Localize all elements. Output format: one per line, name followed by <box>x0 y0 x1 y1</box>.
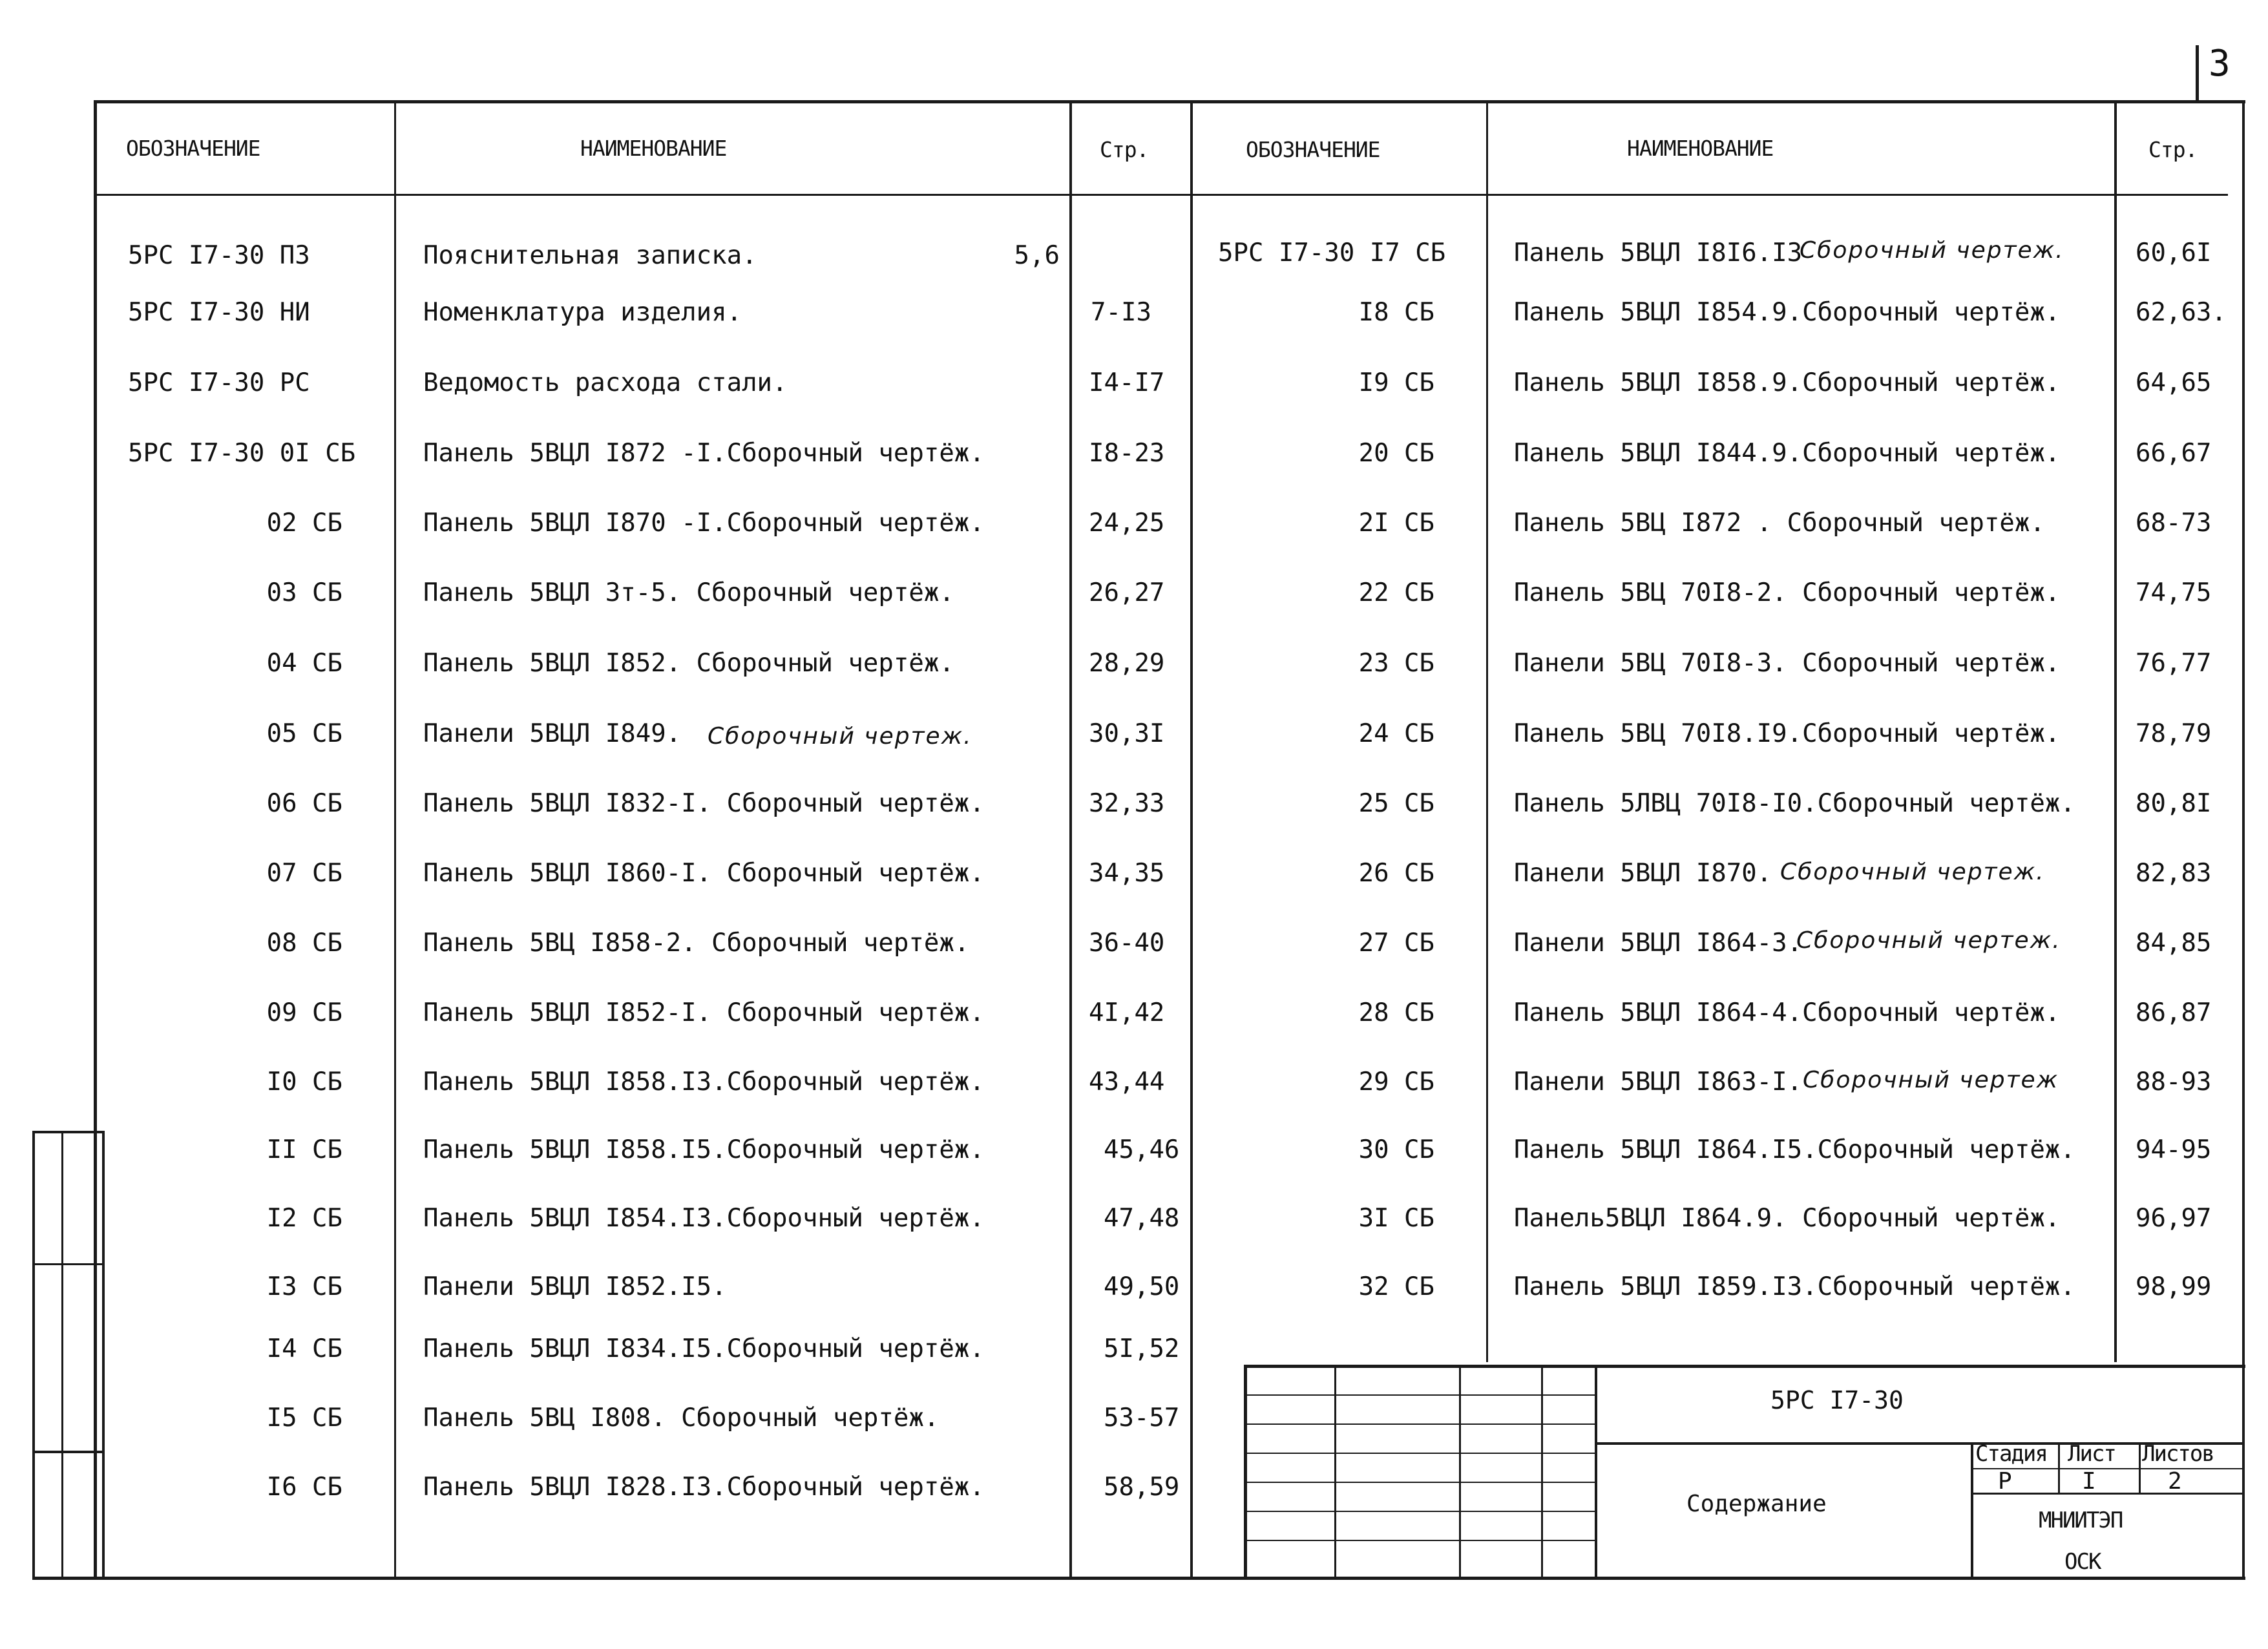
row-page: 47,48 <box>1104 1204 1180 1233</box>
row-code: 24 СБ <box>1358 719 1434 748</box>
header-designation-left: ОБОЗНАЧЕНИЕ <box>126 136 260 161</box>
row-page: 26,27 <box>1089 578 1165 607</box>
row-page: 94-95 <box>2136 1135 2212 1164</box>
row-code: 04 СБ <box>266 649 342 678</box>
row-page: 60,6I <box>2136 238 2212 268</box>
sheet-value: I <box>2082 1468 2096 1495</box>
row-page: 5I,52 <box>1104 1334 1180 1363</box>
row-name: Панель 5ВЦЛ I864.I5.Сборочный чертёж. <box>1514 1135 2075 1164</box>
row-name: Панель 5ВЦ 70I8.I9.Сборочный чертёж. <box>1514 719 2061 748</box>
row-name: Панель 5ВЦЛ I872 -I.Сборочный чертёж. <box>423 439 985 468</box>
row-page: 78,79 <box>2136 719 2212 748</box>
row-name: Панель 5ВЦЛ I8I6.I3 <box>1514 238 1803 268</box>
row-name: Панель 5ВЦЛ I859.I3.Сборочный чертёж. <box>1514 1272 2075 1301</box>
row-code: 5РС I7-30 РС <box>128 368 310 397</box>
row-page: 34,35 <box>1089 859 1165 888</box>
row-code: II СБ <box>266 1135 342 1164</box>
row-name: Панель 5ВЦЛ I858.I5.Сборочный чертёж. <box>423 1135 985 1164</box>
header-name-right: НАИМЕНОВАНИЕ <box>1627 136 1774 161</box>
row-name: Пояснительная записка. <box>423 241 757 270</box>
row-code: 32 СБ <box>1358 1272 1434 1301</box>
row-name-handwritten: Сборочный чертеж. <box>708 723 972 750</box>
row-page: 24,25 <box>1089 509 1165 538</box>
row-code: I6 СБ <box>266 1473 342 1502</box>
row-name: Панель 5ВЦЛ I860-I. Сборочный чертёж. <box>423 859 985 888</box>
row-code: 27 СБ <box>1358 929 1434 958</box>
row-name: Панель 5ВЦЛ I828.I3.Сборочный чертёж. <box>423 1473 985 1502</box>
document-code: 5РС I7-30 <box>1770 1386 1904 1414</box>
row-code: 5РС I7-30 I7 СБ <box>1218 238 1446 268</box>
row-code: 30 СБ <box>1358 1135 1434 1164</box>
row-name: Панель5ВЦЛ I864.9. Сборочный чертёж. <box>1514 1204 2061 1233</box>
page-number: 3 <box>2209 43 2231 85</box>
stage-value: Р <box>1998 1468 2012 1495</box>
row-page: 49,50 <box>1104 1272 1180 1301</box>
row-name: Панель 5ВЦЛ 3т-5. Сборочный чертёж. <box>423 578 954 607</box>
row-name: Панель 5ВЦЛ I852. Сборочный чертёж. <box>423 649 954 678</box>
row-name: Панели 5ВЦЛ I852.I5. <box>423 1272 727 1301</box>
row-name-handwritten: Сборочный чертеж. <box>1796 927 2061 954</box>
row-page: 43,44 <box>1089 1067 1165 1097</box>
row-page: I8-23 <box>1089 439 1165 468</box>
row-code: 23 СБ <box>1358 649 1434 678</box>
row-name: Панель 5ВЦ I872 . Сборочный чертёж. <box>1514 509 2045 538</box>
header-name-left: НАИМЕНОВАНИЕ <box>580 136 727 161</box>
row-name: Панели 5ВЦЛ I864-3. <box>1514 929 1803 958</box>
row-name: Ведомость расхода стали. <box>423 368 788 397</box>
row-code: 03 СБ <box>266 578 342 607</box>
row-page: 32,33 <box>1089 789 1165 818</box>
row-code: 5РС I7-30 0I СБ <box>128 439 356 468</box>
row-name: Панель 5ВЦЛ I864-4.Сборочный чертёж. <box>1514 998 2061 1027</box>
header-page-left: Стр. <box>1100 137 1149 162</box>
sheets-label: Листов <box>2142 1441 2214 1467</box>
row-code: 06 СБ <box>266 789 342 818</box>
row-page: 4I,42 <box>1089 998 1165 1027</box>
sheet-label: Лист <box>2068 1441 2116 1467</box>
row-name: Панель 5ВЦЛ I858.I3.Сборочный чертёж. <box>423 1067 985 1097</box>
row-code: 5РС I7-30 ПЗ <box>128 241 310 270</box>
row-page: 53-57 <box>1104 1403 1180 1433</box>
row-page: 7-I3 <box>1091 298 1151 327</box>
row-page: 86,87 <box>2136 998 2212 1027</box>
row-code: 20 СБ <box>1358 439 1434 468</box>
row-name: Панель 5ВЦЛ I870 -I.Сборочный чертёж. <box>423 509 985 538</box>
row-code: I2 СБ <box>266 1204 342 1233</box>
row-name: Панель 5ВЦЛ I852-I. Сборочный чертёж. <box>423 998 985 1027</box>
row-code: 05 СБ <box>266 719 342 748</box>
organization-name: МНИИТЭП <box>2039 1507 2123 1533</box>
row-page: 66,67 <box>2136 439 2212 468</box>
row-name: Панель 5ВЦЛ I858.9.Сборочный чертёж. <box>1514 368 2061 397</box>
row-page: 68-73 <box>2136 509 2212 538</box>
row-code: 25 СБ <box>1358 789 1434 818</box>
row-code: 07 СБ <box>266 859 342 888</box>
row-page: 64,65 <box>2136 368 2212 397</box>
row-code: 3I СБ <box>1358 1204 1434 1233</box>
row-page: 36-40 <box>1089 929 1165 958</box>
row-code: I4 СБ <box>266 1334 342 1363</box>
row-page: 82,83 <box>2136 859 2212 888</box>
sheets-value: 2 <box>2168 1468 2182 1495</box>
row-name-handwritten: Сборочный чертеж. <box>1800 237 2064 264</box>
row-code: I8 СБ <box>1358 298 1434 327</box>
row-page: 28,29 <box>1089 649 1165 678</box>
organization-dept: ОСК <box>2064 1549 2101 1575</box>
row-code: I0 СБ <box>266 1067 342 1097</box>
row-name: Панели 5ВЦЛ I870. <box>1514 859 1772 888</box>
row-page: 88-93 <box>2136 1067 2212 1097</box>
row-page: 98,99 <box>2136 1272 2212 1301</box>
row-page: I4-I7 <box>1089 368 1165 397</box>
row-code: 29 СБ <box>1358 1067 1434 1097</box>
row-page: 80,8I <box>2136 789 2212 818</box>
header-page-right: Стр. <box>2148 137 2198 162</box>
row-page: 84,85 <box>2136 929 2212 958</box>
row-code: 02 СБ <box>266 509 342 538</box>
row-name: Панель 5ВЦЛ I854.9.Сборочный чертёж. <box>1514 298 2061 327</box>
row-name: Номенклатура изделия. <box>423 298 742 327</box>
row-name-handwritten: Сборочный чертеж <box>1803 1067 2059 1093</box>
row-page: 96,97 <box>2136 1204 2212 1233</box>
row-name: Панели 5ВЦЛ I863-I. <box>1514 1067 1803 1097</box>
row-name: Панель 5ВЦЛ I834.I5.Сборочный чертёж. <box>423 1334 985 1363</box>
stage-label: Стадия <box>1975 1441 2047 1467</box>
row-name: Панель 5ВЦ 70I8-2. Сборочный чертёж. <box>1514 578 2061 607</box>
row-page: 30,3I <box>1089 719 1165 748</box>
header-designation-right: ОБОЗНАЧЕНИЕ <box>1246 137 1380 162</box>
row-code: I9 СБ <box>1358 368 1434 397</box>
row-code: 22 СБ <box>1358 578 1434 607</box>
row-page: 62,63. <box>2136 298 2227 327</box>
row-name: Панель 5ВЦ I808. Сборочный чертёж. <box>423 1403 940 1433</box>
row-name: Панель 5ЛВЦ 70I8-I0.Сборочный чертёж. <box>1514 789 2075 818</box>
row-name: Панели 5ВЦ 70I8-3. Сборочный чертёж. <box>1514 649 2061 678</box>
row-name-handwritten: Сборочный чертеж. <box>1780 859 2045 885</box>
row-code: I3 СБ <box>266 1272 342 1301</box>
row-page: 45,46 <box>1104 1135 1180 1164</box>
row-page: 58,59 <box>1104 1473 1180 1502</box>
row-code: 09 СБ <box>266 998 342 1027</box>
row-name: Панель 5ВЦ I858-2. Сборочный чертёж. <box>423 929 970 958</box>
row-code: 2I СБ <box>1358 509 1434 538</box>
row-page: 5,6 <box>1014 241 1060 270</box>
row-name: Панели 5ВЦЛ I849. <box>423 719 682 748</box>
row-name: Панель 5ВЦЛ I832-I. Сборочный чертёж. <box>423 789 985 818</box>
row-name: Панель 5ВЦЛ I844.9.Сборочный чертёж. <box>1514 439 2061 468</box>
row-page: 74,75 <box>2136 578 2212 607</box>
row-code: 28 СБ <box>1358 998 1434 1027</box>
document-title: Содержание <box>1686 1491 1827 1517</box>
row-code: 26 СБ <box>1358 859 1434 888</box>
row-name: Панель 5ВЦЛ I854.I3.Сборочный чертёж. <box>423 1204 985 1233</box>
row-code: I5 СБ <box>266 1403 342 1433</box>
row-code: 5РС I7-30 НИ <box>128 298 310 327</box>
row-page: 76,77 <box>2136 649 2212 678</box>
row-code: 08 СБ <box>266 929 342 958</box>
